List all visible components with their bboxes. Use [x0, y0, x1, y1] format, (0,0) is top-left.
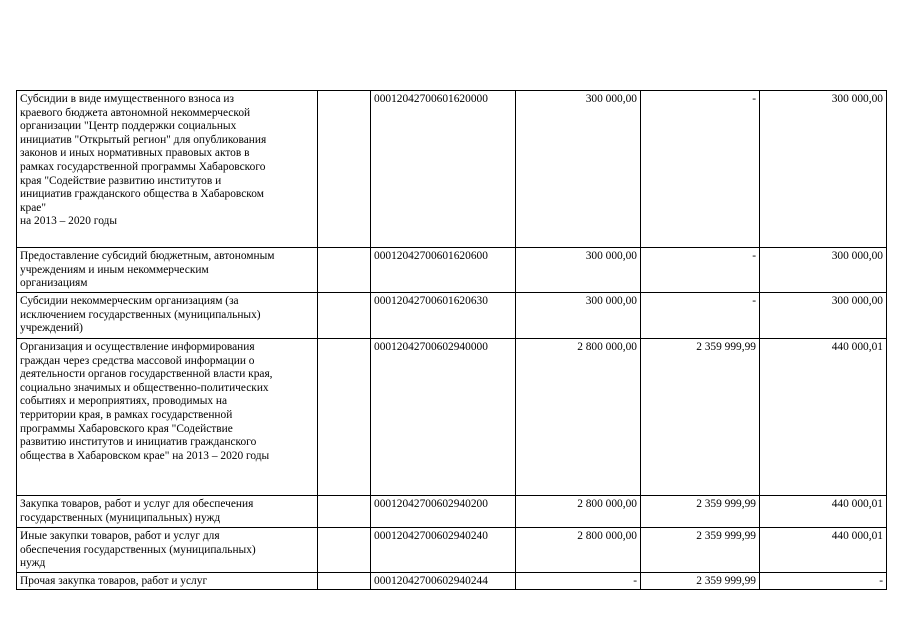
table-row [17, 91, 887, 248]
table-row [17, 573, 887, 590]
executed-amount: - [641, 91, 760, 248]
unexecuted-amount: 440 000,01 [760, 339, 887, 496]
executed-amount: - [641, 248, 760, 293]
empty-cell [318, 339, 371, 496]
row-name: Субсидии некоммерческим организациям (за исключением государственных (муниципальных) учреждений) [17, 293, 318, 339]
table-row [17, 339, 887, 496]
budget-execution-table [16, 90, 887, 590]
approved-amount: - [516, 573, 641, 590]
row-name: Иные закупки товаров, работ и услуг для обеспечения государственных (муниципальных) нужд [17, 528, 318, 573]
budget-code: 00012042700602940000 [371, 339, 516, 496]
executed-amount: 2 359 999,99 [641, 339, 760, 496]
row-name: Предоставление субсидий бюджетным, автономным учреждениям и иным некоммерческим организациям [17, 248, 318, 293]
approved-amount: 300 000,00 [516, 248, 641, 293]
table-row [17, 293, 887, 339]
approved-amount: 300 000,00 [516, 91, 641, 248]
row-name: Прочая закупка товаров, работ и услуг [17, 573, 318, 590]
unexecuted-amount: - [760, 573, 887, 590]
unexecuted-amount: 440 000,01 [760, 528, 887, 573]
executed-amount: 2 359 999,99 [641, 573, 760, 590]
approved-amount: 2 800 000,00 [516, 496, 641, 528]
empty-cell [318, 248, 371, 293]
executed-amount: 2 359 999,99 [641, 528, 760, 573]
unexecuted-amount: 300 000,00 [760, 248, 887, 293]
budget-code: 00012042700601620630 [371, 293, 516, 339]
executed-amount: - [641, 293, 760, 339]
empty-cell [318, 573, 371, 590]
empty-cell [318, 528, 371, 573]
budget-code: 00012042700602940200 [371, 496, 516, 528]
row-name: Организация и осуществление информирования граждан через средства массовой информации о деятельности органов государственной власти края, социально значимых и общественно-политических событиях и мероприятиях, проводимых на территории края, в рамках государственной программы Хабаровского края "Содействие развитию институтов и инициатив гражданского общества в Хабаровском крае" на 2013 – 2020 годы [17, 339, 318, 496]
empty-cell [318, 496, 371, 528]
empty-cell [318, 91, 371, 248]
budget-code: 00012042700602940244 [371, 573, 516, 590]
empty-cell [318, 293, 371, 339]
approved-amount: 300 000,00 [516, 293, 641, 339]
unexecuted-amount: 440 000,01 [760, 496, 887, 528]
unexecuted-amount: 300 000,00 [760, 91, 887, 248]
budget-code: 00012042700601620600 [371, 248, 516, 293]
approved-amount: 2 800 000,00 [516, 339, 641, 496]
executed-amount: 2 359 999,99 [641, 496, 760, 528]
unexecuted-amount: 300 000,00 [760, 293, 887, 339]
table-row [17, 496, 887, 528]
budget-code: 00012042700602940240 [371, 528, 516, 573]
table-row [17, 248, 887, 293]
approved-amount: 2 800 000,00 [516, 528, 641, 573]
row-name: Субсидии в виде имущественного взноса из краевого бюджета автономной некоммерческой организации "Центр поддержки социальных инициатив "Открытый регион" для опубликования законов и иных нормативных правовых актов в рамках государственной программы Хабаровского края "Содействие развитию институтов и инициатив гражданского общества в Хабаровском крае" на 2013 – 2020 годы [17, 91, 318, 248]
budget-code: 00012042700601620000 [371, 91, 516, 248]
row-name: Закупка товаров, работ и услуг для обеспечения государственных (муниципальных) нужд [17, 496, 318, 528]
table-row [17, 528, 887, 573]
